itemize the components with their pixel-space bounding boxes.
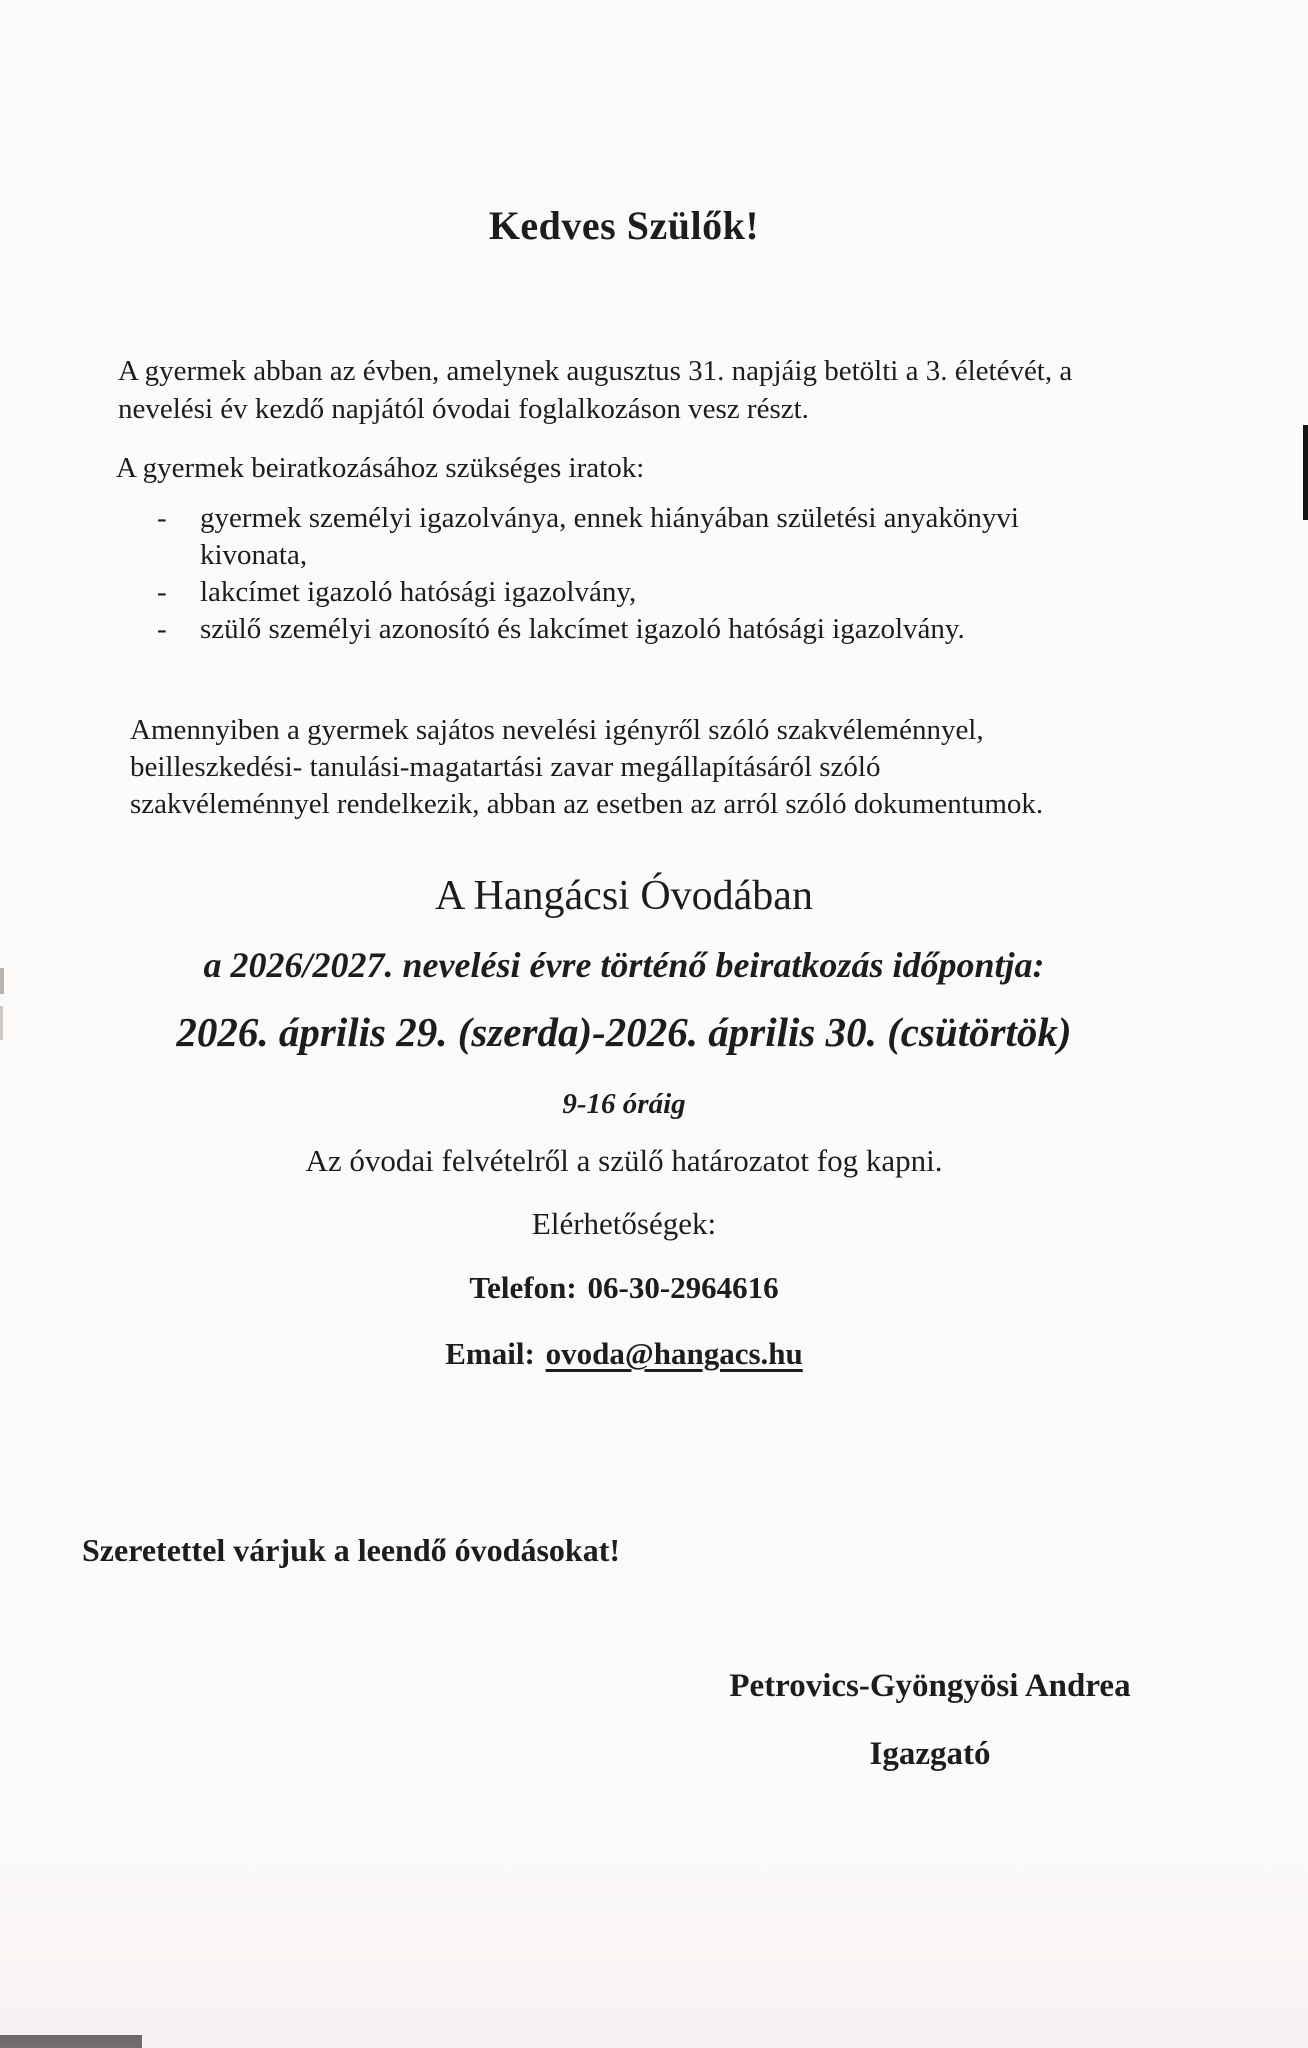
scan-shade-overlay bbox=[0, 1828, 1308, 2048]
scan-artifact-left-mark bbox=[0, 968, 4, 994]
phone-number: 06-30-2964616 bbox=[587, 1270, 779, 1305]
phone-line bbox=[0, 1270, 1248, 1306]
page-title: Kedves Szülők! bbox=[488, 203, 760, 248]
scan-artifact-bottom-left bbox=[0, 2035, 142, 2048]
enrollment-hours-line: 9-16 óráig bbox=[562, 1088, 686, 1120]
signature-block bbox=[650, 1668, 1210, 1773]
enrollment-dates-line: 2026. április 29. (szerda)-2026. április 30. (csütörtök) bbox=[176, 1009, 1072, 1055]
contacts-heading: Elérhetőségek: bbox=[531, 1206, 717, 1241]
enrollment-intro-line: a 2026/2027. nevelési évre történő beiratkozás időpontja: bbox=[203, 945, 1045, 985]
required-docs-list bbox=[157, 500, 1147, 648]
intro-paragraph: A gyermek abban az évben, amelynek augusztus 31. napjáig betölti a 3. életévét, a nevelési év kezdő napjától óvodai foglalkozáson vesz részt. bbox=[118, 355, 1073, 425]
list-item-text: szülő személyi azonosító és lakcímet igazoló hatósági igazolvány. bbox=[200, 613, 965, 645]
phone-label: Telefon: bbox=[469, 1270, 577, 1305]
bullet-dash: - bbox=[157, 576, 167, 608]
scan-artifact-right-edge bbox=[1303, 425, 1308, 520]
bullet-dash: - bbox=[157, 613, 167, 645]
closing-line: Szeretettel várjuk a leendő óvodásokat! bbox=[82, 1532, 620, 1568]
decision-paragraph: Az óvodai felvételről a szülő határozatot fog kapni. bbox=[305, 1143, 943, 1178]
list-item bbox=[157, 611, 1147, 648]
list-item-text: lakcímet igazoló hatósági igazolvány, bbox=[200, 576, 637, 608]
email-label: Email: bbox=[445, 1336, 535, 1371]
bullet-dash: - bbox=[157, 502, 167, 534]
sen-requirements-paragraph: Amennyiben a gyermek sajátos nevelési igényről szóló szakvéleménnyel, beilleszkedési- tanulási-magatartási zavar megállapításáról szóló szakvéleménnyel rendelkezik, abban az esetben az arról szóló dokumentumok. bbox=[130, 714, 1044, 820]
email-address: ovoda@hangacs.hu bbox=[545, 1336, 803, 1371]
signature-title: Igazgató bbox=[869, 1736, 991, 1772]
list-item-text: gyermek személyi igazolványa, ennek hiányában születési anyakönyvi kivonata, bbox=[200, 502, 1019, 571]
scan-artifact-left-mark bbox=[0, 1006, 3, 1040]
required-docs-heading: A gyermek beiratkozásához szükséges iratok: bbox=[116, 452, 645, 484]
signature-name: Petrovics-Gyöngyösi Andrea bbox=[729, 1668, 1131, 1704]
email-line bbox=[0, 1336, 1248, 1372]
list-item bbox=[157, 500, 1147, 574]
list-item bbox=[157, 574, 1147, 611]
kindergarten-name-line: A Hangácsi Óvodában bbox=[435, 873, 813, 919]
